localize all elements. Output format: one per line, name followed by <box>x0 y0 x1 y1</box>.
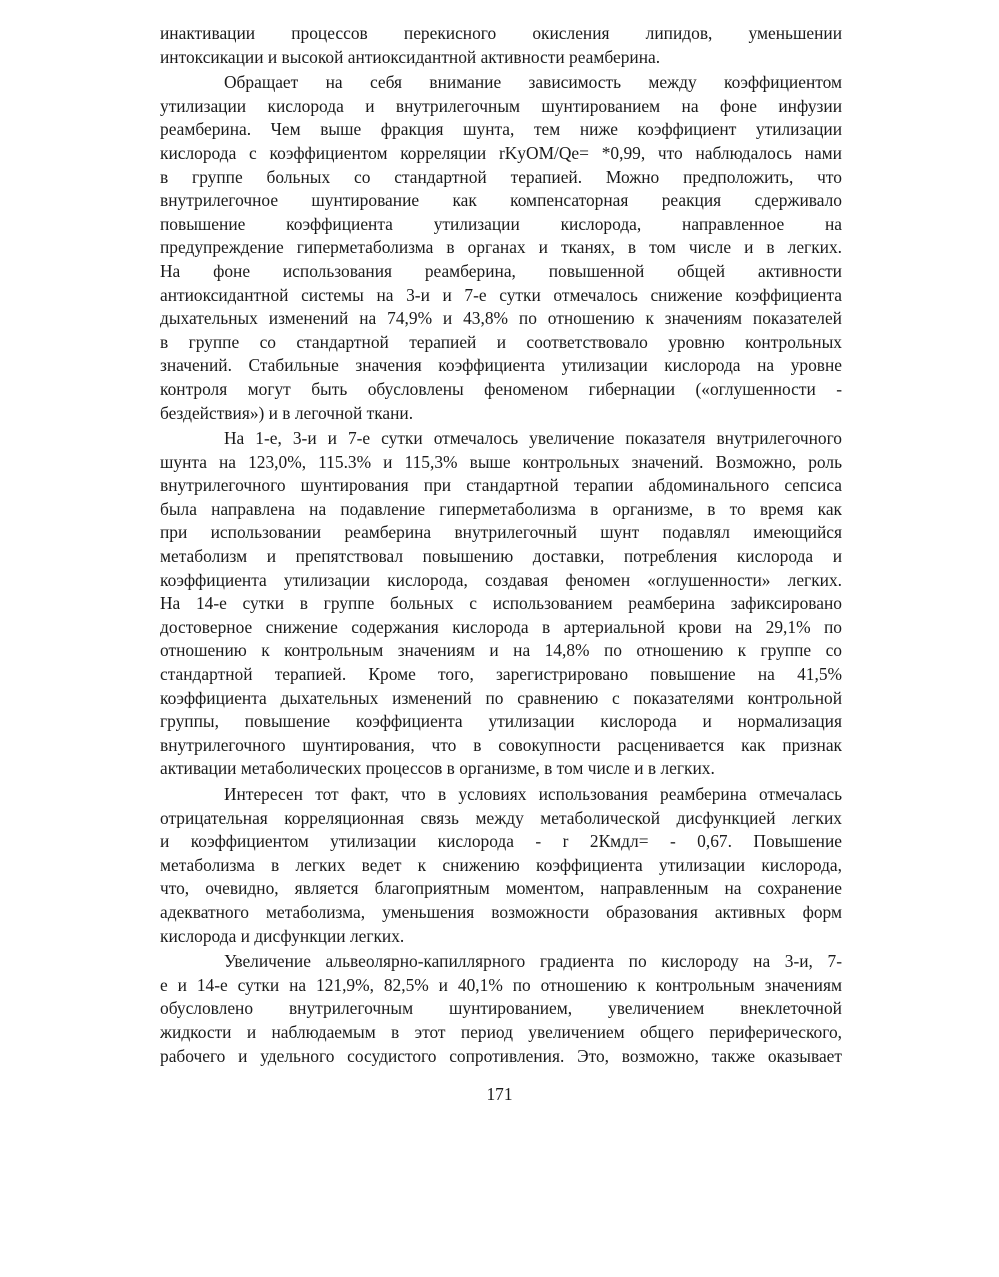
text-line: предупреждение гиперметаболизма в органах и тканях, в том числе и в легких. <box>160 237 842 258</box>
text-line: повышение коэффициента утилизации кислорода, направленное на <box>160 213 842 234</box>
text-line: коэффициента дыхательных изменений по сравнению с показателями контрольной <box>160 687 842 708</box>
text-line: Интересен тот факт, что в условиях использования реамберина отмечалась <box>224 784 842 804</box>
text-line: антиоксидантной системы на 3-и и 7-е сутки отмечалось снижение коэффициента <box>160 284 842 305</box>
text-line: достоверное снижение содержания кислорода в артериальной крови на 29,1% по <box>160 616 842 637</box>
text-line: активации метаболических процессов в организме, в том числе и в легких. <box>160 758 715 779</box>
text-line: значений. Стабильные значения коэффициента утилизации кислорода на уровне <box>160 355 842 376</box>
text-line: внутрилегочного шунтирования при стандартной терапии абдоминального сепсиса <box>160 475 842 496</box>
text-line: жидкости и наблюдаемым в этот период увеличением общего периферического, <box>160 1021 842 1042</box>
text-line: отношению к контрольным значениям и на 14,8% по отношению к группе со <box>160 640 842 661</box>
paragraph-5 <box>160 950 842 1068</box>
text-line: шунта на 123,0%, 115.3% и 115,3% выше контрольных значений. Возможно, роль <box>160 451 842 472</box>
text-line: что, очевидно, является благоприятным моментом, направленным на сохранение <box>160 878 842 899</box>
text-line: контроля могут быть обусловлены феноменом гибернации («оглушенности - <box>160 378 842 399</box>
text-line: обусловлено внутрилегочным шунтированием, увеличением внеклеточной <box>160 998 842 1019</box>
page-number: 171 <box>486 1084 513 1104</box>
text-line: дыхательных изменений на 74,9% и 43,8% по отношению к значениям показателей <box>160 308 842 329</box>
text-line: Увеличение альвеолярно-капиллярного градиента по кислороду на 3-и, 7- <box>224 951 842 972</box>
paragraph-4 <box>160 783 842 948</box>
text-line: была направлена на подавление гиперметаболизма в организме, в то время как <box>160 498 842 519</box>
text-line: На 14-е сутки в группе больных с использованием реамберина зафиксировано <box>160 593 842 614</box>
text-line: кислорода и дисфункции легких. <box>160 925 405 946</box>
text-line: бездействия») и в легочной ткани. <box>160 402 414 423</box>
text-line: На 1-е, 3-и и 7-е сутки отмечалось увеличение показателя внутрилегочного <box>224 428 842 449</box>
text-line: стандартной терапией. Кроме того, зарегистрировано повышение на 41,5% <box>160 664 842 685</box>
text-line: реамберина. Чем выше фракция шунта, тем ниже коэффициент утилизации <box>160 119 842 140</box>
text-line: группы, повышение коэффициента утилизации кислорода и нормализация <box>160 711 842 732</box>
paragraph-3 <box>160 427 842 781</box>
text-line: внутрилегочное шунтирование как компенсаторная реакция сдерживало <box>160 190 842 211</box>
text-line: внутрилегочного шунтирования, что в совокупности расценивается как признак <box>160 734 842 755</box>
text-line: утилизации кислорода и внутрилегочным шунтированием на фоне инфузии <box>160 95 842 116</box>
text-line: кислорода с коэффициентом корреляции rKyOM/Qe= *0,99, что наблюдалось нами <box>160 142 842 163</box>
text-line: Обращает на себя внимание зависимость между коэффициентом <box>224 72 842 93</box>
text-line: интоксикации и высокой антиоксидантной активности реамберина. <box>160 46 661 67</box>
text-line: рабочего и удельного сосудистого сопротивления. Это, возможно, также оказывает <box>160 1045 842 1066</box>
paragraph-1 <box>160 22 842 69</box>
text-line: метаболизма в легких ведет к снижению коэффициента утилизации кислорода, <box>160 854 842 875</box>
text-line: На фоне использования реамберина, повышенной общей активности <box>160 260 842 281</box>
document-body <box>160 22 842 1068</box>
text-line: в группе больных со стандартной терапией. Можно предположить, что <box>160 166 842 187</box>
text-line: метаболизм и препятствовал повышению доставки, потребления кислорода и <box>160 546 842 567</box>
text-line: адекватного метаболизма, уменьшения возможности образования активных форм <box>160 901 842 922</box>
text-line: коэффициента утилизации кислорода, создавая феномен «оглушенности» легких. <box>160 569 842 590</box>
text-line: и коэффициентом утилизации кислорода - r 2Кмдл= - 0,67. Повышение <box>160 831 842 852</box>
text-line: инактивации процессов перекисного окисления липидов, уменьшении <box>160 23 842 43</box>
text-line: при использовании реамберина внутрилегочный шунт подавлял имеющийся <box>160 522 842 543</box>
paragraph-2 <box>160 71 842 425</box>
text-line: отрицательная корреляционная связь между метаболической дисфункцией легких <box>160 807 842 828</box>
text-line: е и 14-е сутки на 121,9%, 82,5% и 40,1% по отношению к контрольным значениям <box>160 974 842 995</box>
text-line: в группе со стандартной терапией и соответствовало уровню контрольных <box>160 331 842 352</box>
